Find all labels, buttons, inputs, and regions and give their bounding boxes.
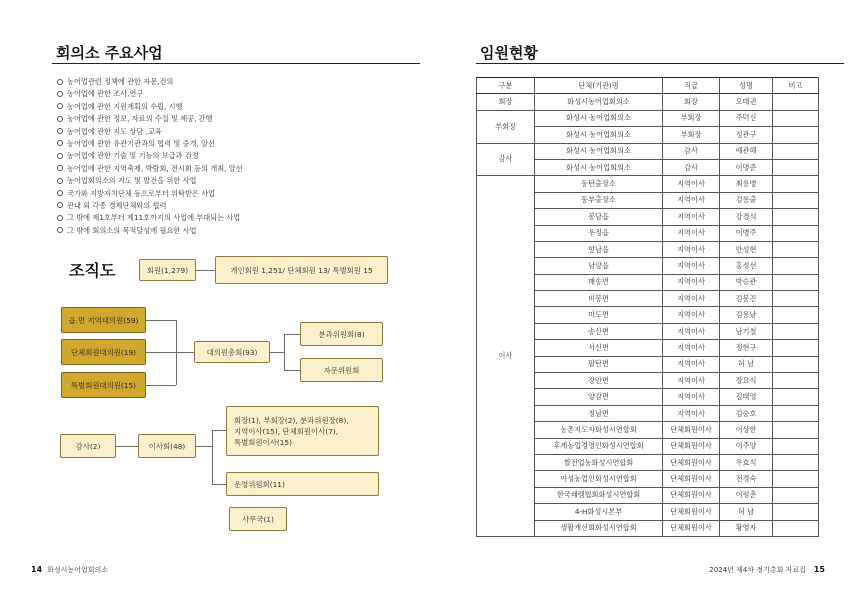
note-cell bbox=[773, 94, 819, 110]
business-item bbox=[57, 163, 417, 175]
position-cell: 단체회원이사 bbox=[663, 454, 720, 470]
name-cell: 강경석 bbox=[720, 209, 773, 225]
circle-bullet-icon bbox=[57, 165, 63, 171]
organization-cell: 쌀전업농화성시연합회 bbox=[535, 454, 663, 470]
position-cell: 단체회원이사 bbox=[663, 438, 720, 454]
column-header: 단체(기관)명 bbox=[535, 78, 663, 94]
footer-left bbox=[31, 565, 108, 575]
note-cell bbox=[773, 471, 819, 487]
members-box: 회원(1,279) bbox=[139, 259, 196, 281]
business-list bbox=[57, 76, 417, 237]
position-cell: 지역이사 bbox=[663, 405, 720, 421]
organization-cell: 양감면 bbox=[535, 389, 663, 405]
business-item-label: 그 밖에 회의소의 목적달성에 필요한 사업 bbox=[67, 225, 197, 235]
note-cell bbox=[773, 258, 819, 274]
connector bbox=[270, 352, 284, 353]
business-item-label: 농어업에 관한 유관기관과의 협력 및 중개, 알선 bbox=[67, 138, 215, 148]
circle-bullet-icon bbox=[57, 178, 63, 184]
circle-bullet-icon bbox=[57, 202, 63, 208]
note-cell bbox=[773, 504, 819, 520]
position-cell: 단체회원이사 bbox=[663, 471, 720, 487]
business-item-label: 농어업에 관한 기술 및 기능의 보급과 검정 bbox=[67, 151, 199, 161]
organization-cell: 화성시 농어업회의소 bbox=[535, 143, 663, 159]
business-item bbox=[57, 88, 417, 100]
business-item bbox=[57, 200, 417, 212]
note-cell bbox=[773, 438, 819, 454]
name-cell: 이명준 bbox=[720, 159, 773, 175]
connector bbox=[196, 270, 215, 271]
organization-cell: 비봉면 bbox=[535, 291, 663, 307]
note-cell bbox=[773, 209, 819, 225]
note-cell bbox=[773, 340, 819, 356]
name-cell: 박승관 bbox=[720, 274, 773, 290]
position-cell: 단체회원이사 bbox=[663, 504, 720, 520]
position-cell: 단체회원이사 bbox=[663, 422, 720, 438]
circle-bullet-icon bbox=[57, 190, 63, 196]
note-cell bbox=[773, 241, 819, 257]
note-cell bbox=[773, 110, 819, 126]
organization-cell: 화성시농어업회의소 bbox=[535, 94, 663, 110]
auditor-box: 감사(2) bbox=[60, 434, 116, 458]
connector bbox=[284, 334, 285, 370]
organization-cell: 마도면 bbox=[535, 307, 663, 323]
category-cell: 부회장 bbox=[477, 110, 535, 143]
connector bbox=[146, 385, 176, 386]
business-item-label: 그 밖에 제1호부터 제11호까지의 사업에 부대되는 사업 bbox=[67, 213, 241, 223]
organization-cell: 여성농업인화성시연합회 bbox=[535, 471, 663, 487]
organization-cell: 우정읍 bbox=[535, 225, 663, 241]
column-header: 직급 bbox=[663, 78, 720, 94]
name-cell: 김용남 bbox=[720, 307, 773, 323]
category-cell: 이사 bbox=[477, 176, 535, 537]
name-cell: 우효식 bbox=[720, 454, 773, 470]
position-cell: 부회장 bbox=[663, 127, 720, 143]
note-cell bbox=[773, 454, 819, 470]
page-number: 14 bbox=[31, 565, 43, 574]
table-row bbox=[477, 143, 819, 159]
business-item-label: 농어업에 관한 지원계획의 수립, 시행 bbox=[67, 101, 183, 111]
organization-cell: 한국쇄렘협회화성시연합회 bbox=[535, 487, 663, 503]
org-chart-title: 조직도 bbox=[69, 261, 116, 280]
business-item bbox=[57, 212, 417, 224]
position-cell: 지역이사 bbox=[663, 192, 720, 208]
note-cell bbox=[773, 159, 819, 175]
connector bbox=[284, 370, 300, 371]
name-cell: 김용출 bbox=[720, 192, 773, 208]
category-cell: 감사 bbox=[477, 143, 535, 176]
business-item bbox=[57, 113, 417, 125]
business-item bbox=[57, 126, 417, 138]
connector bbox=[176, 352, 194, 353]
circle-bullet-icon bbox=[57, 140, 63, 146]
connector bbox=[116, 446, 138, 447]
delegates-special-box: 특별회원대의원(15) bbox=[61, 372, 146, 398]
name-cell: 김승호 bbox=[720, 405, 773, 421]
name-cell: 이평춘 bbox=[720, 487, 773, 503]
note-cell bbox=[773, 274, 819, 290]
note-cell bbox=[773, 225, 819, 241]
column-header: 구분 bbox=[477, 78, 535, 94]
position-cell: 지역이사 bbox=[663, 176, 720, 192]
note-cell bbox=[773, 143, 819, 159]
business-item bbox=[57, 101, 417, 113]
position-cell: 회장 bbox=[663, 94, 720, 110]
general-assembly-box: 대의원총회(93) bbox=[194, 341, 270, 363]
position-cell: 지역이사 bbox=[663, 225, 720, 241]
name-cell: 예관해 bbox=[720, 143, 773, 159]
circle-bullet-icon bbox=[57, 79, 63, 85]
title-rule bbox=[476, 63, 844, 64]
organization-cell: 화성시 농어업회의소 bbox=[535, 110, 663, 126]
organization-cell: 매송면 bbox=[535, 274, 663, 290]
circle-bullet-icon bbox=[57, 91, 63, 97]
footer-text: 2024년 제4차 정기총회 자료집 bbox=[709, 566, 806, 574]
name-cell: 이병주 bbox=[720, 225, 773, 241]
note-cell bbox=[773, 307, 819, 323]
business-item-label: 농어업에 관한 지도 상담 ,교육 bbox=[67, 126, 162, 136]
name-cell: 최용병 bbox=[720, 176, 773, 192]
position-cell: 지역이사 bbox=[663, 389, 720, 405]
page-number: 15 bbox=[813, 565, 825, 574]
business-item bbox=[57, 188, 417, 200]
business-item bbox=[57, 138, 417, 150]
circle-bullet-icon bbox=[57, 227, 63, 233]
delegates-region-box: 읍.면 지역대의원(59) bbox=[61, 307, 146, 333]
connector bbox=[212, 430, 226, 431]
organization-cell: 생활개선회화성시연합회 bbox=[535, 520, 663, 536]
name-cell: 안성현 bbox=[720, 241, 773, 257]
members-detail-box: 개인회원 1,251/ 단체회원 13/ 특별회원 15 bbox=[215, 256, 388, 284]
connector bbox=[284, 334, 300, 335]
organization-cell: 서신면 bbox=[535, 340, 663, 356]
position-cell: 지역이사 bbox=[663, 307, 720, 323]
organization-cell: 후계농업경영인화성시연합회 bbox=[535, 438, 663, 454]
connector bbox=[212, 484, 226, 485]
business-item bbox=[57, 175, 417, 187]
steering-committee-box: 운영위원회(11) bbox=[226, 472, 379, 496]
officers-table bbox=[476, 77, 819, 537]
secretariat-box: 사무국(1) bbox=[229, 507, 287, 531]
name-cell: 김봉진 bbox=[720, 291, 773, 307]
board-box: 이사회(48) bbox=[138, 434, 196, 458]
name-cell: 전경숙 bbox=[720, 471, 773, 487]
business-item-label: 농어업관련 정책에 관한 자문,건의 bbox=[67, 77, 174, 86]
business-item bbox=[57, 150, 417, 162]
organization-cell: 정남면 bbox=[535, 405, 663, 421]
note-cell bbox=[773, 422, 819, 438]
business-item-label: 농어업회의소의 지도 및 발전을 위한 사업 bbox=[67, 176, 197, 186]
circle-bullet-icon bbox=[57, 215, 63, 221]
category-cell: 회장 bbox=[477, 94, 535, 110]
name-cell: 허 남 bbox=[720, 504, 773, 520]
note-cell bbox=[773, 176, 819, 192]
position-cell: 감사 bbox=[663, 159, 720, 175]
business-item-label: 국가와 지방자치단체 등으로부터 위탁받은 사업 bbox=[67, 188, 216, 198]
position-cell: 감사 bbox=[663, 143, 720, 159]
circle-bullet-icon bbox=[57, 116, 63, 122]
business-item bbox=[57, 225, 417, 237]
note-cell bbox=[773, 356, 819, 372]
position-cell: 지역이사 bbox=[663, 241, 720, 257]
circle-bullet-icon bbox=[57, 153, 63, 159]
name-cell: 주덕신 bbox=[720, 110, 773, 126]
note-cell bbox=[773, 389, 819, 405]
organization-cell: 동탄출장소 bbox=[535, 176, 663, 192]
position-cell: 부회장 bbox=[663, 110, 720, 126]
note-cell bbox=[773, 487, 819, 503]
organization-cell: 팔탄면 bbox=[535, 356, 663, 372]
name-cell: 정현구 bbox=[720, 340, 773, 356]
board-detail-box: 회장(1), 부회장(2), 분과위원장(8), 지역이사(15), 단체회원이사(7), 특별회원이사(15) bbox=[226, 406, 379, 456]
position-cell: 지역이사 bbox=[663, 258, 720, 274]
note-cell bbox=[773, 291, 819, 307]
position-cell: 지역이사 bbox=[663, 323, 720, 339]
name-cell: 이주양 bbox=[720, 438, 773, 454]
position-cell: 단체회원이사 bbox=[663, 520, 720, 536]
organization-cell: 화성시 농어업회의소 bbox=[535, 127, 663, 143]
name-cell: 남기철 bbox=[720, 323, 773, 339]
table-body bbox=[477, 94, 819, 537]
note-cell bbox=[773, 192, 819, 208]
table-row bbox=[477, 176, 819, 192]
business-item-label: 농어업에 관한 정보, 자료의 수집 및 제공, 간행 bbox=[67, 114, 213, 124]
note-cell bbox=[773, 127, 819, 143]
title-rule bbox=[52, 63, 420, 64]
organization-cell: 송산면 bbox=[535, 323, 663, 339]
organization-cell: 장안면 bbox=[535, 373, 663, 389]
table-row bbox=[477, 94, 819, 110]
note-cell bbox=[773, 520, 819, 536]
position-cell: 지역이사 bbox=[663, 291, 720, 307]
name-cell: 이상한 bbox=[720, 422, 773, 438]
left-page bbox=[0, 0, 427, 602]
name-cell: 오태권 bbox=[720, 94, 773, 110]
circle-bullet-icon bbox=[57, 128, 63, 134]
position-cell: 지역이사 bbox=[663, 340, 720, 356]
table-row bbox=[477, 110, 819, 126]
position-cell: 지역이사 bbox=[663, 356, 720, 372]
connector bbox=[146, 352, 176, 353]
name-cell: 허 남 bbox=[720, 356, 773, 372]
connector bbox=[196, 446, 212, 447]
footer-text: 화성시농어업회의소 bbox=[47, 566, 108, 574]
circle-bullet-icon bbox=[57, 103, 63, 109]
name-cell: 황영자 bbox=[720, 520, 773, 536]
position-cell: 지역이사 bbox=[663, 373, 720, 389]
section-title-officers: 임원현황 bbox=[480, 44, 538, 62]
name-cell: 장요식 bbox=[720, 373, 773, 389]
name-cell: 홍정선 bbox=[720, 258, 773, 274]
connector bbox=[212, 430, 213, 484]
name-cell: 정관구 bbox=[720, 127, 773, 143]
delegates-group-box: 단체회원대의원(19) bbox=[61, 339, 146, 365]
column-header: 비고 bbox=[773, 78, 819, 94]
subcommittee-box: 분과위원회(8) bbox=[300, 322, 383, 346]
organization-cell: 동부출장소 bbox=[535, 192, 663, 208]
organization-cell: 남양읍 bbox=[535, 258, 663, 274]
column-header: 성명 bbox=[720, 78, 773, 94]
organization-cell: 봉담읍 bbox=[535, 209, 663, 225]
position-cell: 지역이사 bbox=[663, 209, 720, 225]
table-header-row bbox=[477, 78, 819, 94]
position-cell: 지역이사 bbox=[663, 274, 720, 290]
connector bbox=[146, 320, 176, 321]
position-cell: 단체회원이사 bbox=[663, 487, 720, 503]
footer-right bbox=[709, 565, 825, 575]
section-title-business: 회의소 주요사업 bbox=[56, 44, 163, 62]
organization-cell: 4-H화성시본부 bbox=[535, 504, 663, 520]
organization-cell: 향남읍 bbox=[535, 241, 663, 257]
right-page bbox=[428, 0, 855, 602]
note-cell bbox=[773, 373, 819, 389]
business-item-label: 관내 외 각종 경제단체와의 협력 bbox=[67, 200, 167, 210]
note-cell bbox=[773, 323, 819, 339]
name-cell: 김태영 bbox=[720, 389, 773, 405]
business-item-label: 농어업에 관한 지역축제, 박람회, 전시회 등의 개최, 알선 bbox=[67, 163, 243, 173]
organization-cell: 농촌지도자화성시연합회 bbox=[535, 422, 663, 438]
note-cell bbox=[773, 405, 819, 421]
organization-cell: 화성시 농어업회의소 bbox=[535, 159, 663, 175]
business-item-label: 농어업에 관한 조사,연구 bbox=[67, 89, 144, 99]
advisory-committee-box: 자문위원회 bbox=[300, 358, 383, 382]
business-item bbox=[57, 76, 417, 88]
